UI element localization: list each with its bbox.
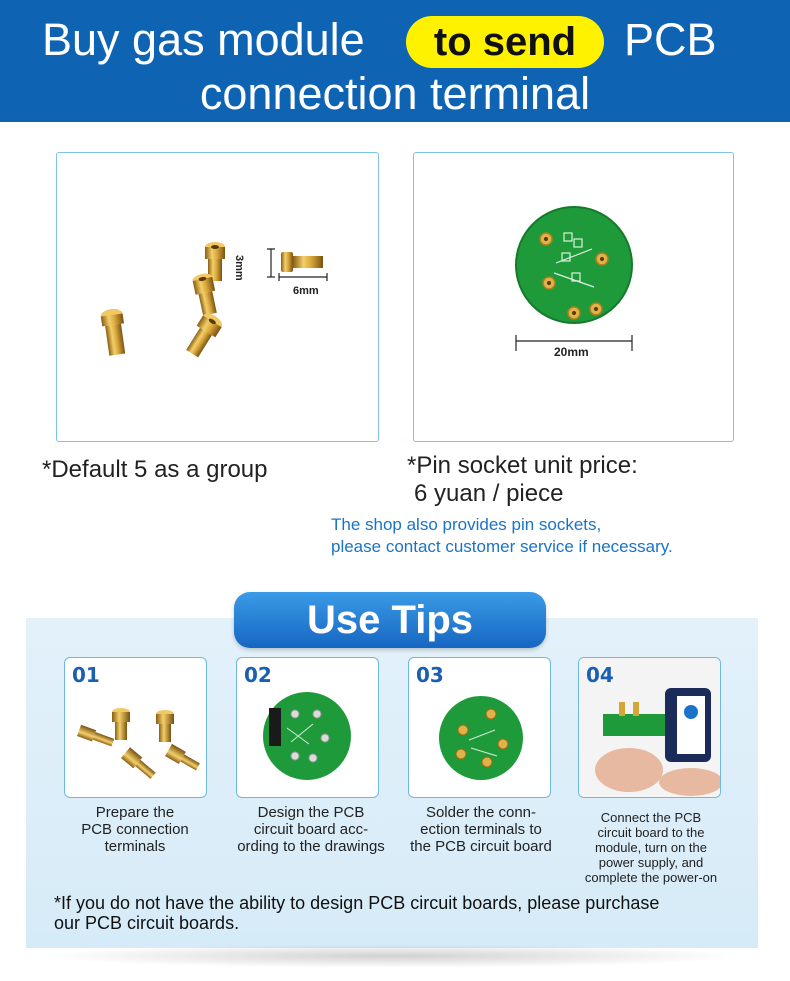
terminals-caption: *Default 5 as a group	[42, 456, 268, 483]
step-3-caption	[396, 804, 566, 855]
dim-height-label: 3mm	[233, 255, 245, 281]
pin-socket-price-value: 6 yuan / piece	[414, 480, 564, 507]
tips-footnote-line2: our PCB circuit boards.	[54, 913, 240, 933]
step-2-caption	[226, 804, 396, 855]
caption-line: complete the power-on	[584, 870, 718, 885]
caption-line: Solder the conn-	[425, 804, 537, 821]
header-highlight-pill: to send	[406, 16, 604, 68]
terminals-illustration	[57, 153, 379, 442]
caption-line: ording to the drawings	[237, 838, 385, 855]
service-note-line1: The shop also provides pin sockets,	[331, 515, 602, 534]
step-4-caption	[569, 810, 733, 885]
step-number: 01	[72, 663, 100, 687]
caption-line: Prepare the	[95, 804, 175, 821]
step-number: 03	[416, 663, 444, 687]
brass-terminal-dimensioned	[281, 252, 323, 272]
step-card-2	[236, 657, 379, 798]
pin-socket-price-label: *Pin socket unit price:	[407, 452, 638, 479]
pcb-photo	[413, 152, 734, 442]
caption-line: power supply, and	[598, 855, 704, 870]
step-card-3	[408, 657, 551, 798]
caption-line: PCB connection	[81, 821, 189, 838]
caption-line: circuit board to the	[597, 825, 705, 840]
caption-line: terminals	[104, 838, 166, 855]
step-1-caption	[54, 804, 216, 855]
header-title-post: PCB	[624, 14, 717, 65]
caption-line: circuit board acc-	[253, 821, 369, 838]
caption-line: Connect the PCB	[600, 810, 702, 825]
dim-length-label: 6mm	[293, 285, 319, 297]
brass-terminal	[100, 308, 128, 357]
tips-footnote-line1: *If you do not have the ability to design PCB circuit boards, please purchase	[54, 893, 660, 913]
terminals-photo	[56, 152, 379, 442]
dim-diameter-label: 20mm	[554, 345, 589, 359]
step-number: 02	[244, 663, 272, 687]
tips-panel-shadow	[40, 944, 744, 968]
caption-line: the PCB circuit board	[410, 838, 552, 855]
caption-line: Design the PCB	[257, 804, 365, 821]
step-number: 04	[586, 663, 614, 687]
header-title-line1	[0, 10, 790, 70]
step-card-4	[578, 657, 721, 798]
service-note-line2: please contact customer service if necessary.	[331, 537, 673, 556]
caption-line: ection terminals to	[420, 821, 542, 838]
tips-title: Use Tips	[234, 592, 546, 648]
brass-terminal	[183, 310, 225, 359]
header-title-pre: Buy gas module	[42, 14, 365, 65]
caption-line: module, turn on the	[594, 840, 708, 855]
header-title-line2: connection terminal	[199, 68, 591, 119]
step-card-1	[64, 657, 207, 798]
pcb-illustration	[414, 153, 734, 442]
header-banner	[0, 0, 790, 122]
